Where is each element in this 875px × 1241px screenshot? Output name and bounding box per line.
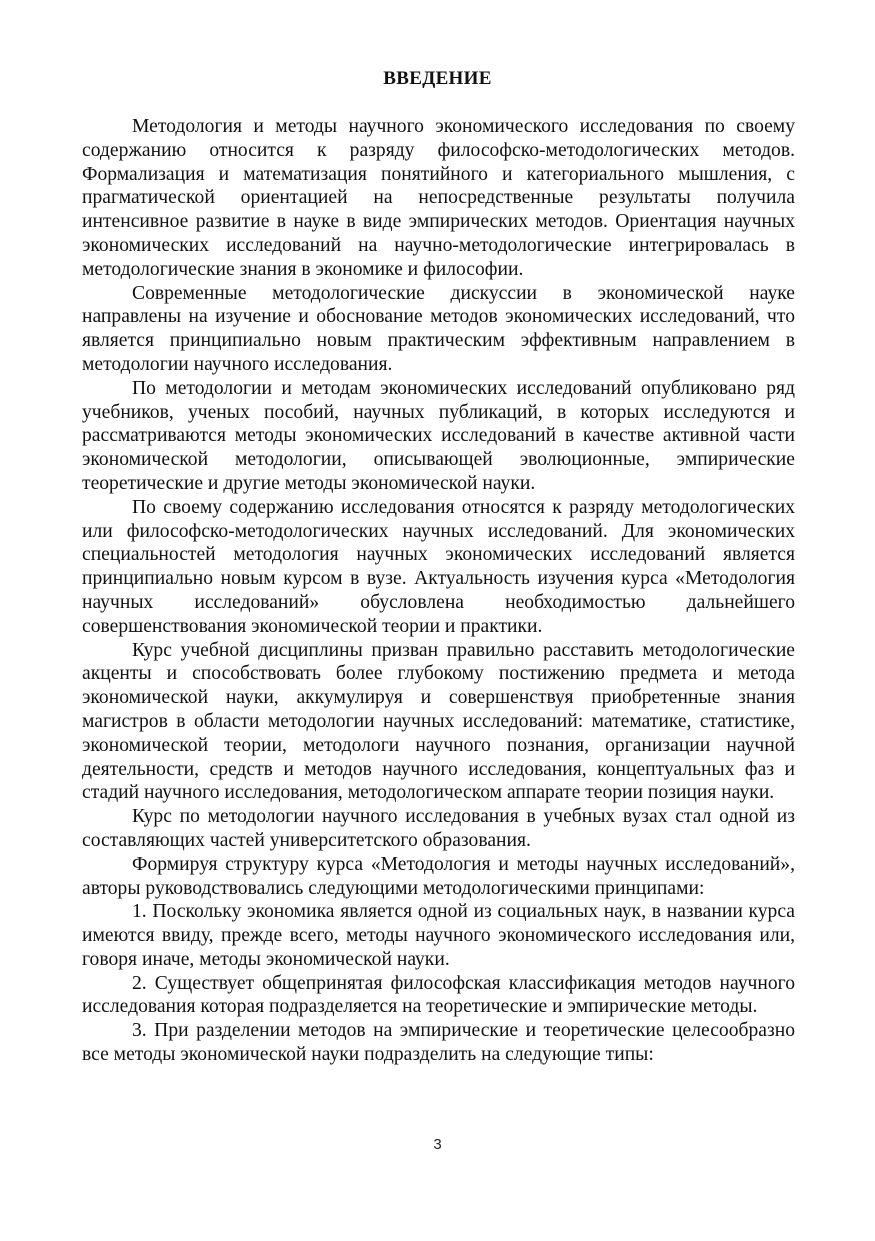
- paragraph: Формируя структуру курса «Методология и методы научных исследований», авторы руководствовались следующими методологическими принципами:: [82, 853, 795, 899]
- page-number: 3: [433, 1136, 442, 1153]
- list-item: 3. При разделении методов на эмпирические и теоретические целесообразно все методы экономической науки подразделить на следующие типы:: [82, 1020, 795, 1066]
- paragraph: Методология и методы научного экономического исследования по своему содержанию относится к разряду философско-методологических методов. Формализация и математизация понятийного и категориального мышления, с прагматической ориентацией на непосредственные результаты получила интенсивное развитие в науке в виде эмпирических методов. Ориентация научных экономических исследований на научно-методологические интегрировалась в методологические знания в экономике и философии.: [82, 116, 795, 280]
- paragraph: По методологии и методам экономических исследований опубликовано ряд учебников, ученых пособий, научных публикаций, в которых исследуются и рассматриваются методы экономических исследований в качестве активной части экономической методологии, описывающей эволюционные, эмпирические теоретические и другие методы экономической науки.: [82, 377, 795, 494]
- paragraph: По своему содержанию исследования относятся к разряду методологических или философско-методологических научных исследований. Для экономических специальностей методология научных экономических исследований является принципиально новым курсом в вузе. Актуальность изучения курса «Методология научных исследований» обусловлена необходимостью дальнейшего совершенствования экономической теории и практики.: [82, 496, 795, 637]
- paragraph: Современные методологические дискуссии в экономической науке направлены на изучение и обоснование методов экономических исследований, что является принципиально новым практическим эффективным направлением в методологии научного исследования.: [82, 282, 795, 375]
- paragraph: Курс по методологии научного исследования в учебных вузах стал одной из составляющих частей университетского образования.: [82, 806, 795, 851]
- list-item: 2. Существует общепринятая философская классификация методов научного исследования которая подразделяется на теоретические и эмпирические методы.: [82, 972, 795, 1018]
- page-title: ВВЕДЕНИЕ: [383, 68, 492, 89]
- body-text: [82, 115, 795, 1067]
- paragraph: Курс учебной дисциплины призван правильно расставить методологические акценты и способствовать более глубокому постижению предмета и метода экономической науки, аккумулируя и совершенствуя приобретенные знания магистров в области методологии научных исследований: математике, статистике, экономической теории, методологи научного познания, организации научной деятельности, средств и методов научного исследования, концептуальных фаз и стадий научного исследования, методологическом аппарате теории позиция науки.: [82, 639, 795, 804]
- list-item: 1. Поскольку экономика является одной из социальных наук, в названии курса имеются ввиду, прежде всего, методы научного экономического исследования или, говоря иначе, методы экономической науки.: [82, 901, 795, 970]
